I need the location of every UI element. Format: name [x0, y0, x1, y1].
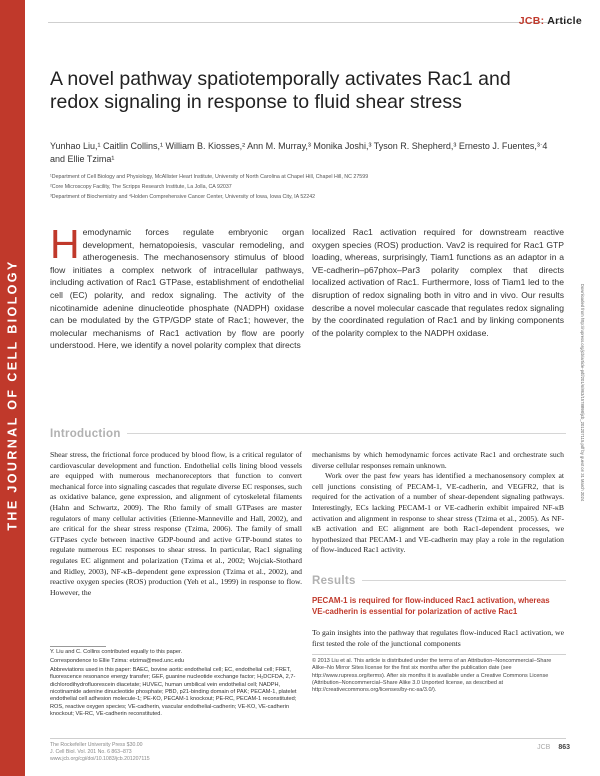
introduction-paragraph-1-cont: mechanisms by which hemodynamic forces activate Rac1 and orchestrate such diverse cellular responses remain unknown. — [312, 450, 564, 470]
download-note-vertical — [578, 225, 588, 560]
download-note-text: Downloaded from http://rupress.org/jcb/article-pdf/201/6/863/1578898/jcb_201207115.pdf by guest on 31 March 2024 — [580, 283, 586, 502]
introduction-paragraph-2: Work over the past few years has identified a mechanosensory complex at cell junctions consisting of PECAM-1, VE-cadherin, and VEGFR2, that is required for the activation of a number of shear-dependent signaling pathways. Interestingly, ECs lacking PECAM-1 or VE-cadherin exhibit impaired NF-κB activation and alignment in response to shear stress (Tzima et al., 2005). As NF-κB activation and EC alignment are both Rac1-dependent processes, we hypothesized that PECAM-1 and VE-cadherin may play a role in the regulation of flow-induced Rac1 activity. — [312, 471, 564, 555]
article-title: A novel pathway spatiotemporally activates Rac1 and redox signaling in response to fluid shear stress — [50, 68, 511, 113]
abstract-left-text: emodynamic forces regulate embryonic organ development, hematopoiesis, vascular remodeling, and atherogenesis. The mechanosensory stimulus of blood flow initiates a complex network of intracellular pathways, including activation of Rac1 GTPase, establishment of endothelial cell (EC) polarity, and redox signaling. The activity of the nicotinamide adenine dinucleotide phosphate (NADPH) oxidase can be modulated by the GTP/GDP state of Rac1; however, the molecular mechanisms of Rac1 activation by flow are poorly understood. Here, we identify a novel polarity complex that directs — [50, 227, 304, 351]
introduction-heading: Introduction — [50, 428, 127, 440]
footnotes — [50, 649, 302, 720]
author-list: Yunhao Liu,¹ Caitlin Collins,¹ William B. Kiosses,² Ann M. Murray,³ Monika Joshi,³ Tyson R. Shepherd,³ Ernesto J. Fuentes,³ˑ4 and Ellie Tzima¹ — [50, 141, 548, 164]
affiliation-1: ¹Department of Cell Biology and Physiology, McAllister Heart Institute, University of North Carolina at Chapel Hill, Chapel Hill, NC 27599 — [50, 174, 369, 180]
article-type-badge — [519, 15, 582, 27]
badge-journal: JCB: — [518, 15, 545, 27]
footnote-abbreviations: Abbreviations used in this paper: BAEC, bovine aortic endothelial cell; EC, endothelial cell; FRET, fluorescence resonance energy transfer; GEF, guanine nucleotide exchange factor; H₂DCFDA, 2,7-dichlorodihydrofluorescein diacetate; HUVEC, human umbilical vein endothelial cell; NADPH, nicotinamide adenine dinucleotide phosphate; PBD, p21-binding domain of PAK; PECAM-1, platelet endothelial cell adhesion molecule-1; PE-KO, PECAM-1 knockout; PE-RC, PECAM-1 reconstituted; ROS, reactive oxygen species; VE-cadherin, vascular endothelial-cadherin; VE-KO, VE-cadherin knockout; VE-RC, VE-cadherin reconstituted. — [50, 666, 297, 718]
footnote-rule — [50, 646, 106, 647]
results-paragraph-1: To gain insights into the pathway that regulates flow-induced Rac1 activation, we first tested the role of the junctional components — [312, 628, 564, 648]
license-text: © 2013 Liu et al. This article is distributed under the terms of an Attribution–Noncommercial–Share Alike–No Mirror Sites license for the first six months after the publication date (see http://www.rupress.org/terms). After six months it is available under a Creative Commons License (Attribution–Noncommercial–Share Alike 3.0 Unported license, as described at http://creativecommons.org/licenses/by-nc-sa/3.0/). — [312, 658, 552, 694]
results-heading: Results — [312, 575, 362, 587]
journal-name-vertical — [0, 115, 25, 675]
footer-rule — [50, 738, 566, 739]
badge-type: Article — [547, 15, 582, 27]
publisher-line-1: The Rockefeller University Press $30.00 — [50, 742, 143, 748]
introduction-right-column — [312, 450, 564, 565]
introduction-divider — [50, 433, 566, 434]
footer-journal: JCB — [537, 744, 551, 751]
introduction-left-column — [50, 450, 302, 630]
page-number: 863 — [558, 744, 570, 751]
footnote-contribution: Y. Liu and C. Collins contributed equally to this paper. — [50, 649, 183, 655]
page-footer — [537, 744, 570, 751]
header-rule — [48, 22, 568, 23]
footnote-correspondence: Correspondence to Ellie Tzima: etzima@med.unc.edu — [50, 657, 184, 664]
abstract-left-column — [50, 221, 304, 366]
journal-name-text: THE JOURNAL OF CELL BIOLOGY — [5, 259, 20, 531]
affiliation-2: ²Core Microscopy Facility, The Scripps Research Institute, La Jolla, CA 92037 — [50, 184, 232, 190]
abstract-drop-cap: H — [50, 221, 80, 267]
affiliations — [50, 172, 560, 202]
publisher-line-2: J. Cell Biol. Vol. 201 No. 6 863–873 — [50, 749, 132, 756]
license-rule — [312, 654, 566, 655]
publisher-doi: www.jcb.org/cgi/doi/10.1083/jcb.201207115 — [50, 756, 150, 763]
results-subheading: PECAM-1 is required for flow-induced Rac1 activation, whereas VE-cadherin is essential for polarization of active Rac1 — [312, 596, 550, 616]
introduction-paragraph-1: Shear stress, the frictional force produced by blood flow, is a critical regulator of cardiovascular development and function. Endothelial cells lining blood vessels are equipped with numerous mechanoreceptors that function to convert mechanical force into signaling cascades that regulate diverse EC responses, such as oxidative balance, gene expression, and alignment of cytoskeletal filaments (Hahn and Schwartz, 2009). The Rho family of small GTPases are master regulators of many cellular activities (Etienne-Manneville and Hall, 2002), and are critical for the shear stress response (Tzima, 2006). The family of small GTPases cycle between inactive GDP-bound and active GTP-bound states to regulate numerous EC responses to shear stress. In particular, Rac1 signaling regulates EC alignment and polarization (Tzima et al., 2002; Wojciak-Stothard and Ridley, 2003), NF-κB–dependent gene expression (Tzima et al., 2002), and reactive oxygen species (ROS) production (Yeh et al., 1999) in response to flow. However, the — [50, 450, 302, 597]
affiliation-3: ³Department of Biochemistry and ⁴Holden Comprehensive Cancer Center, University of Iowa, Iowa City, IA 52242 — [50, 194, 316, 200]
abstract-right-column: localized Rac1 activation required for downstream reactive oxygen species (ROS) production. Vav2 is required for Rac1 GTP loading, whereas, surprisingly, Tiam1 functions as an adaptor in a VE-cadherin–p67phox–Par3 polarity complex that directs localized activation of Rac1. Furthermore, loss of Tiam1 led to the disruption of redox signaling both in vitro and in vivo. Our results describe a novel molecular cascade that regulates redox signaling by the coordinated regulation of Rac1 and by linking components of the polarity complex to the NADPH oxidase. — [312, 227, 564, 338]
publisher-block — [50, 742, 150, 764]
results-text — [312, 628, 564, 650]
